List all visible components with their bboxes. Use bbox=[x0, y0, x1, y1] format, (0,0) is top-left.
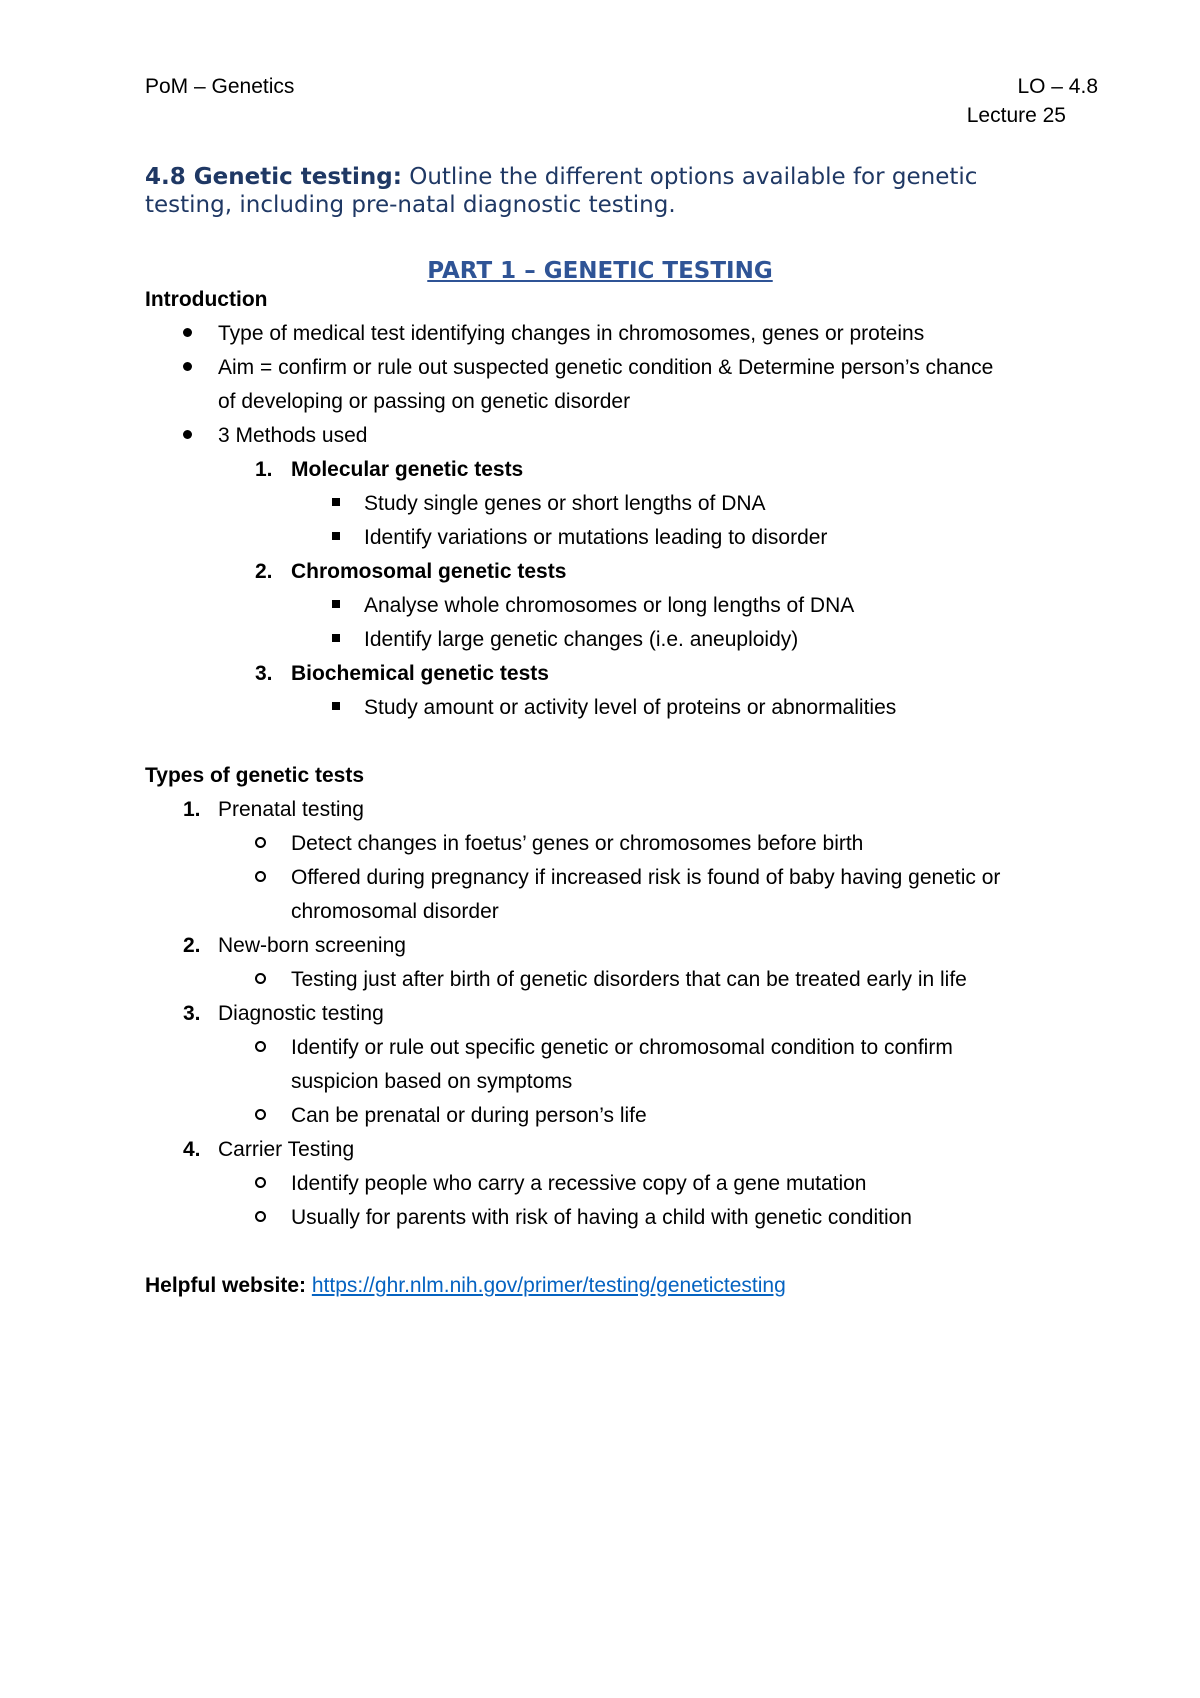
type-point-text: suspicion based on symptoms bbox=[291, 1070, 573, 1093]
method-point-text: Analyse whole chromosomes or long lengths of DNA bbox=[364, 594, 855, 617]
helpful-website bbox=[145, 1269, 1085, 1303]
method-name: Molecular genetic tests bbox=[291, 458, 524, 481]
header-course: PoM – Genetics bbox=[145, 75, 295, 98]
list-item bbox=[145, 317, 1085, 351]
method-point-text: Study single genes or short lengths of DNA bbox=[364, 492, 766, 515]
bullet-circle-icon bbox=[255, 1099, 266, 1133]
method-number: 2. bbox=[255, 560, 273, 583]
list-item bbox=[145, 351, 1085, 385]
method-point bbox=[145, 589, 1085, 623]
bullet-square-icon bbox=[332, 623, 340, 657]
bullet-dot-icon bbox=[183, 419, 192, 453]
type-point-continuation bbox=[145, 895, 1085, 929]
method-item bbox=[145, 657, 1085, 691]
type-point bbox=[145, 1201, 1085, 1235]
type-name: Diagnostic testing bbox=[218, 1002, 384, 1025]
type-item bbox=[145, 997, 1085, 1031]
helpful-website-link[interactable]: https://ghr.nlm.nih.gov/primer/testing/genetictesting bbox=[311, 1274, 786, 1297]
type-item bbox=[145, 1133, 1085, 1167]
bullet-circle-icon bbox=[255, 827, 266, 861]
part-heading bbox=[0, 256, 1200, 286]
bullet-dot-icon bbox=[183, 317, 192, 351]
type-point bbox=[145, 861, 1085, 895]
lo-text: Outline the different options available for genetic testing, including pre-natal diagnostic testing. bbox=[145, 164, 978, 218]
bullet-square-icon bbox=[332, 521, 340, 555]
spacer bbox=[145, 725, 1085, 759]
type-point bbox=[145, 1167, 1085, 1201]
type-point-continuation bbox=[145, 1065, 1085, 1099]
type-point bbox=[145, 1031, 1085, 1065]
list-item-continuation bbox=[145, 385, 1085, 419]
bullet-dot-icon bbox=[183, 351, 192, 385]
type-point-text: chromosomal disorder bbox=[291, 900, 499, 923]
method-number: 3. bbox=[255, 662, 273, 685]
type-point-text: Identify people who carry a recessive copy of a gene mutation bbox=[291, 1172, 867, 1195]
section-title-introduction: Introduction bbox=[145, 288, 268, 311]
document-body bbox=[145, 283, 1085, 1303]
type-point-text: Offered during pregnancy if increased risk is found of baby having genetic or bbox=[291, 866, 1001, 889]
type-point-text: Can be prenatal or during person’s life bbox=[291, 1104, 647, 1127]
method-point-text: Identify variations or mutations leading to disorder bbox=[364, 526, 828, 549]
method-point bbox=[145, 623, 1085, 657]
list-item-text: of developing or passing on genetic disorder bbox=[218, 390, 631, 413]
bullet-circle-icon bbox=[255, 963, 266, 997]
type-name: Prenatal testing bbox=[218, 798, 364, 821]
header-lo: LO – 4.8 bbox=[1017, 75, 1098, 98]
learning-objective bbox=[145, 163, 1065, 219]
spacer bbox=[145, 1235, 1085, 1269]
lo-label: 4.8 Genetic testing: bbox=[145, 164, 402, 190]
method-point-text: Identify large genetic changes (i.e. aneuploidy) bbox=[364, 628, 799, 651]
type-point-text: Identify or rule out specific genetic or chromosomal condition to confirm bbox=[291, 1036, 953, 1059]
type-point bbox=[145, 827, 1085, 861]
list-item-text: 3 Methods used bbox=[218, 424, 368, 447]
method-point bbox=[145, 487, 1085, 521]
list-item-text: Type of medical test identifying changes in chromosomes, genes or proteins bbox=[218, 322, 925, 345]
type-number: 4. bbox=[183, 1138, 201, 1161]
list-item-text: Aim = confirm or rule out suspected genetic condition & Determine person’s chance bbox=[218, 356, 994, 379]
helpful-website-label: Helpful website: bbox=[145, 1274, 312, 1297]
method-name: Biochemical genetic tests bbox=[291, 662, 549, 685]
method-point bbox=[145, 521, 1085, 555]
bullet-circle-icon bbox=[255, 1201, 266, 1235]
bullet-circle-icon bbox=[255, 861, 266, 895]
type-number: 3. bbox=[183, 1002, 201, 1025]
method-name: Chromosomal genetic tests bbox=[291, 560, 567, 583]
type-item bbox=[145, 929, 1085, 963]
method-number: 1. bbox=[255, 458, 273, 481]
type-number: 1. bbox=[183, 798, 201, 821]
bullet-square-icon bbox=[332, 487, 340, 521]
list-item bbox=[145, 419, 1085, 453]
type-point-text: Usually for parents with risk of having a child with genetic condition bbox=[291, 1206, 912, 1229]
type-name: New-born screening bbox=[218, 934, 406, 957]
type-name: Carrier Testing bbox=[218, 1138, 355, 1161]
bullet-circle-icon bbox=[255, 1031, 266, 1065]
bullet-circle-icon bbox=[255, 1167, 266, 1201]
section-title-types: Types of genetic tests bbox=[145, 764, 365, 787]
method-item bbox=[145, 555, 1085, 589]
type-number: 2. bbox=[183, 934, 201, 957]
method-item bbox=[145, 453, 1085, 487]
type-point bbox=[145, 1099, 1085, 1133]
method-point-text: Study amount or activity level of proteins or abnormalities bbox=[364, 696, 897, 719]
part-heading-text: PART 1 – GENETIC TESTING bbox=[427, 258, 773, 284]
header-lecture: Lecture 25 bbox=[966, 104, 1066, 127]
bullet-square-icon bbox=[332, 691, 340, 725]
type-point-text: Testing just after birth of genetic disorders that can be treated early in life bbox=[291, 968, 967, 991]
type-point-text: Detect changes in foetus’ genes or chromosomes before birth bbox=[291, 832, 864, 855]
type-item bbox=[145, 793, 1085, 827]
bullet-square-icon bbox=[332, 589, 340, 623]
type-point bbox=[145, 963, 1085, 997]
method-point bbox=[145, 691, 1085, 725]
